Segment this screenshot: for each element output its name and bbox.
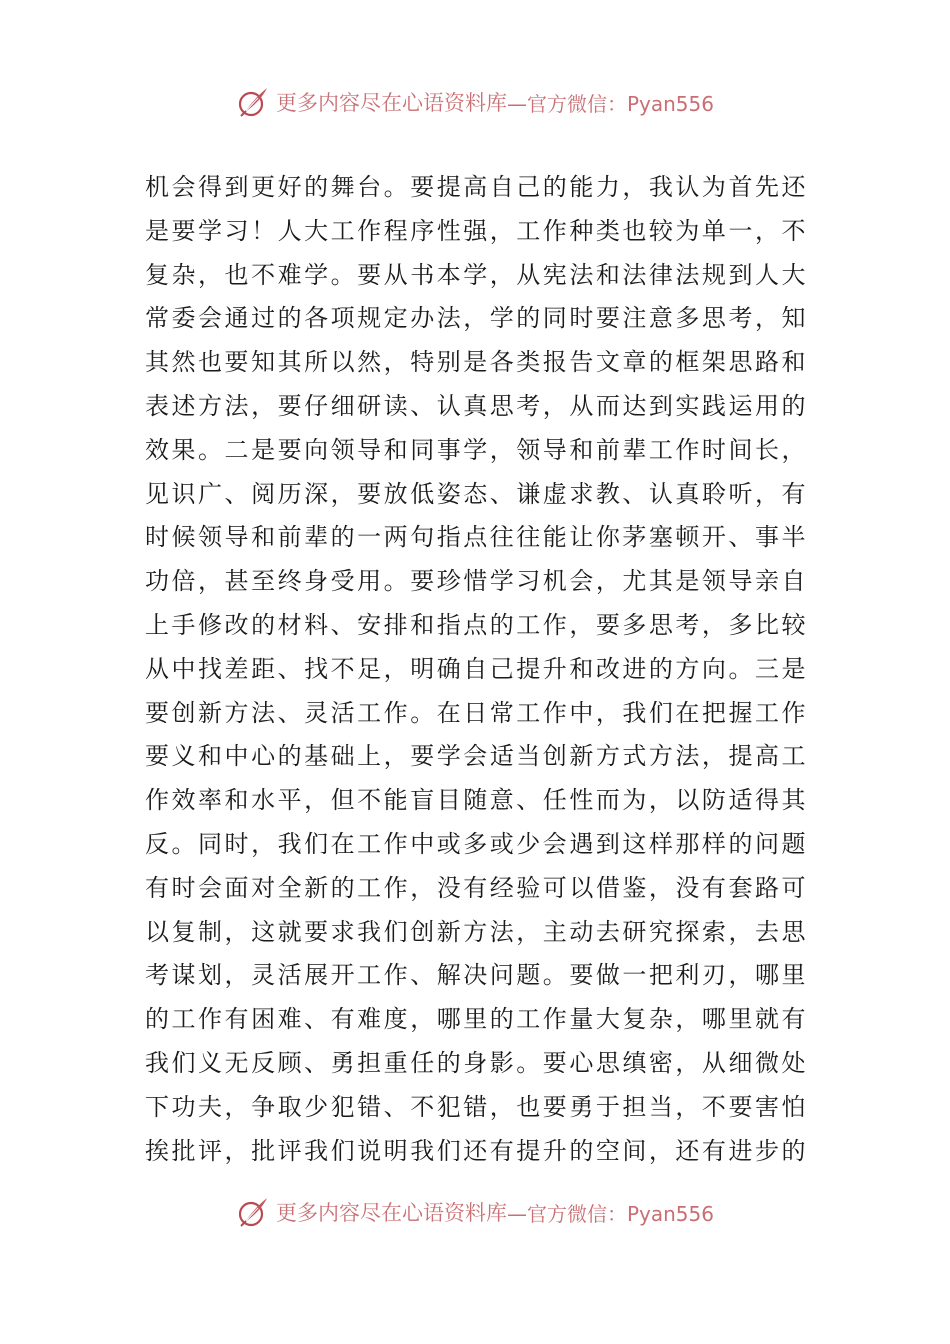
- banner-contact-text: —官方微信：Pyan556: [506, 1201, 714, 1226]
- body-line: 见识广、阅历深，要放低姿态、谦虚求教、认真聆听，有: [145, 479, 807, 508]
- body-line: 以复制，这就要求我们创新方法，主动去研究探索，去思: [145, 917, 807, 946]
- body-line: 效果。二是要向领导和同事学，领导和前辈工作时间长，: [145, 435, 807, 464]
- quill-pen-logo-icon: [236, 1195, 270, 1229]
- body-line: 常委会通过的各项规定办法，学的同时要注意多思考，知: [145, 304, 807, 333]
- body-line: 是要学习！人大工作程序性强，工作种类也较为单一，不: [145, 216, 807, 245]
- body-line: 上手修改的材料、安排和指点的工作，要多思考，多比较: [145, 610, 807, 639]
- body-line: 机会得到更好的舞台。要提高自己的能力，我认为首先还: [145, 173, 807, 201]
- body-line: 下功夫，争取少犯错、不犯错，也要勇于担当，不要害怕: [145, 1092, 807, 1121]
- body-line: 要义和中心的基础上，要学会适当创新方式方法，提高工: [145, 742, 807, 771]
- body-line: 其然也要知其所以然，特别是各类报告文章的框架思路和: [145, 348, 807, 377]
- body-line: 要创新方法、灵活工作。在日常工作中，我们在把握工作: [145, 698, 807, 727]
- document-body: [145, 166, 807, 1173]
- body-line: 时候领导和前辈的一两句指点往往能让你茅塞顿开、事半: [145, 523, 807, 552]
- body-line: 表述方法，要仔细研读、认真思考，从而达到实践运用的: [145, 391, 807, 420]
- body-line: 复杂，也不难学。要从书本学，从宪法和法律法规到人大: [145, 260, 807, 289]
- body-line: 有时会面对全新的工作，没有经验可以借鉴，没有套路可: [145, 873, 807, 902]
- banner-contact-text: —官方微信：Pyan556: [506, 91, 714, 116]
- banner-brand-text: 更多内容尽在心语资料库: [275, 91, 507, 115]
- body-line: 反。同时，我们在工作中或多或少会遇到这样那样的问题: [145, 829, 807, 858]
- body-line: 从中找差距、找不足，明确自己提升和改进的方向。三是: [145, 654, 807, 683]
- body-line: 我们义无反顾、勇担重任的身影。要心思缜密，从细微处: [145, 1048, 807, 1077]
- body-line: 功倍，甚至终身受用。要珍惜学习机会，尤其是领导亲自: [145, 567, 807, 596]
- quill-pen-logo-icon: [236, 85, 270, 119]
- body-line: 作效率和水平，但不能盲目随意、任性而为，以防适得其: [145, 786, 807, 815]
- body-line: 挨批评，批评我们说明我们还有提升的空间，还有进步的: [145, 1136, 807, 1165]
- body-line: 考谋划，灵活展开工作、解决问题。要做一把利刃，哪里: [145, 961, 807, 990]
- footer-banner: [0, 1190, 950, 1234]
- body-line: 的工作有困难、有难度，哪里的工作量大复杂，哪里就有: [145, 1005, 807, 1034]
- banner-brand-text: 更多内容尽在心语资料库: [275, 1201, 507, 1225]
- header-banner: [0, 80, 950, 124]
